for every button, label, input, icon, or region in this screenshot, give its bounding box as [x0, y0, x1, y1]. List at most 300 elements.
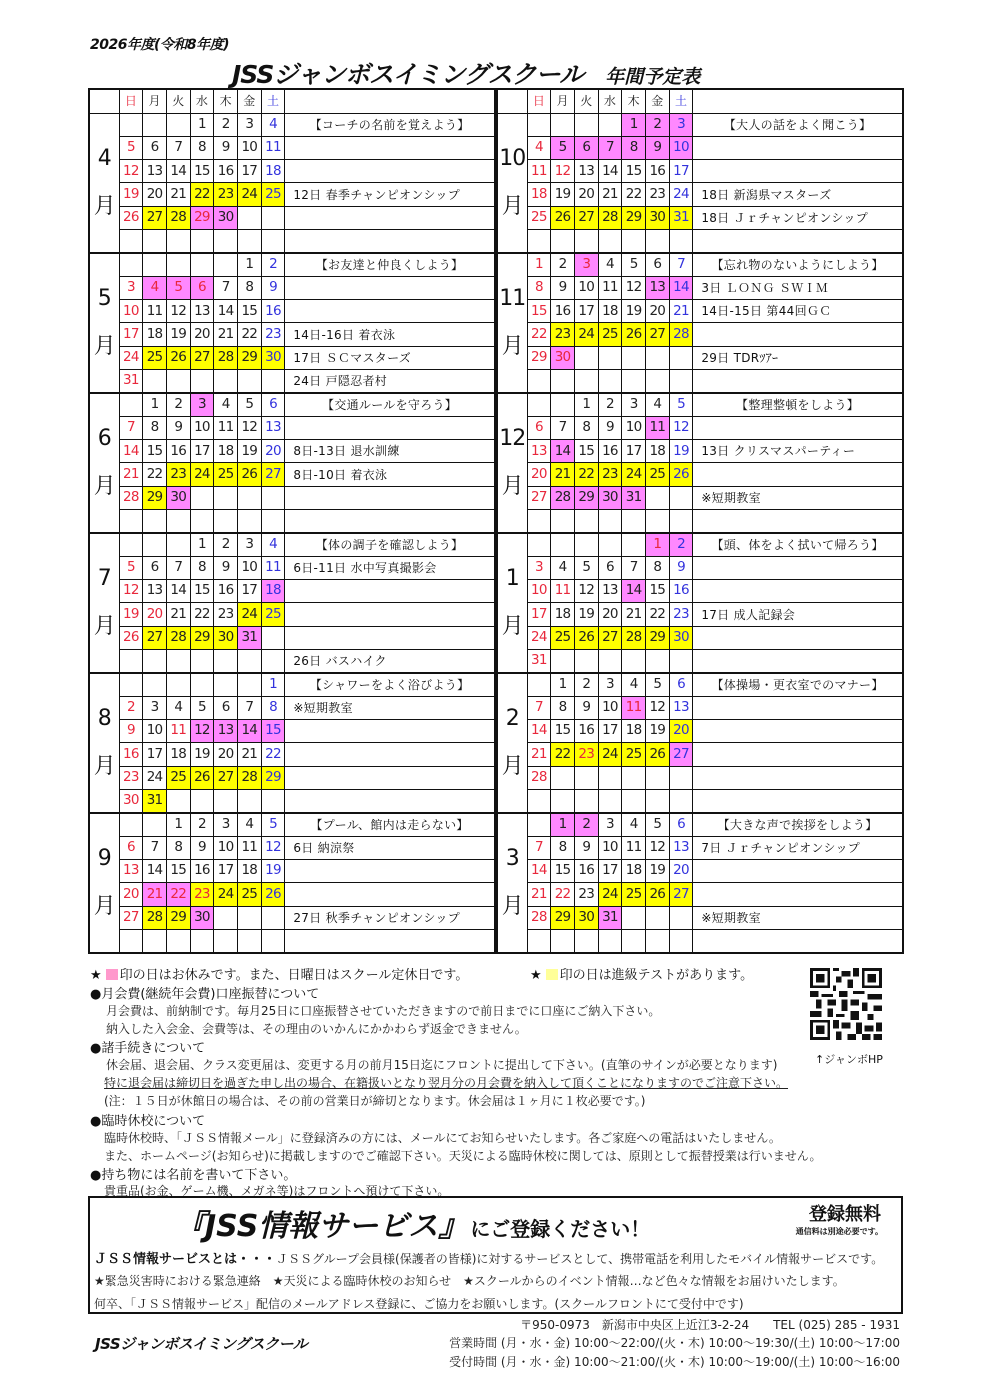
day-cell	[261, 486, 285, 509]
week-row	[497, 533, 903, 556]
event-text	[285, 136, 495, 159]
day-cell: 28	[622, 626, 646, 649]
day-cell: 12	[622, 276, 646, 299]
day-cell: 24	[669, 183, 693, 206]
week-row	[89, 929, 495, 952]
events-header	[693, 89, 903, 113]
day-cell	[669, 230, 693, 253]
event-text	[285, 510, 495, 533]
day-cell	[119, 533, 143, 556]
day-cell: 2	[166, 393, 190, 416]
week-row	[497, 183, 903, 206]
day-cell	[527, 370, 551, 393]
week-row	[89, 370, 495, 393]
week-row	[497, 556, 903, 579]
event-text	[693, 463, 903, 486]
week-row	[497, 743, 903, 766]
day-cell: 2	[214, 113, 238, 136]
day-cell	[190, 486, 214, 509]
day-cell	[645, 486, 669, 509]
day-cell	[645, 790, 669, 813]
event-text	[285, 486, 495, 509]
day-cell: 15	[551, 720, 575, 743]
month-label: 9 月	[89, 813, 119, 953]
day-cell: 25	[598, 323, 622, 346]
week-row	[497, 790, 903, 813]
day-cell	[598, 533, 622, 556]
day-cell: 6	[645, 253, 669, 276]
event-text	[693, 766, 903, 789]
day-cell	[598, 346, 622, 369]
day-cell: 17	[119, 323, 143, 346]
day-cell: 23	[669, 603, 693, 626]
day-cell: 19	[645, 860, 669, 883]
monthly-theme: 【大きな声で挨拶をしよう】	[693, 813, 903, 836]
day-cell: 21	[669, 300, 693, 323]
day-cell: 12	[190, 720, 214, 743]
day-cell: 9	[261, 276, 285, 299]
event-text	[285, 860, 495, 883]
event-text	[693, 696, 903, 719]
day-cell	[527, 533, 551, 556]
event-text	[285, 743, 495, 766]
weekday-header: 日	[527, 89, 551, 113]
month-label: 2 月	[497, 673, 527, 813]
day-cell: 9	[645, 136, 669, 159]
day-cell	[214, 790, 238, 813]
day-cell: 14	[622, 580, 646, 603]
day-cell: 30	[551, 346, 575, 369]
day-cell: 21	[527, 883, 551, 906]
day-cell: 18	[527, 183, 551, 206]
event-text: 24日 戸隠忍者村	[285, 370, 495, 393]
day-cell: 1	[237, 253, 261, 276]
day-cell: 30	[669, 626, 693, 649]
day-cell: 1	[143, 393, 167, 416]
week-row	[497, 486, 903, 509]
day-cell	[622, 650, 646, 673]
day-cell: 23	[214, 603, 238, 626]
day-cell: 16	[214, 160, 238, 183]
day-cell: 15	[551, 860, 575, 883]
day-cell: 21	[237, 743, 261, 766]
day-cell: 25	[261, 603, 285, 626]
day-cell	[119, 510, 143, 533]
day-cell: 10	[527, 580, 551, 603]
day-cell: 14	[237, 720, 261, 743]
week-row	[497, 206, 903, 229]
day-cell: 30	[645, 206, 669, 229]
monthly-theme: 【大人の話をよく聞こう】	[693, 113, 903, 136]
day-cell: 15	[261, 720, 285, 743]
day-cell: 2	[261, 253, 285, 276]
day-cell	[143, 253, 167, 276]
week-row	[89, 486, 495, 509]
day-cell	[214, 230, 238, 253]
day-cell: 13	[143, 580, 167, 603]
day-cell: 10	[119, 300, 143, 323]
day-cell: 5	[622, 253, 646, 276]
day-cell: 14	[527, 720, 551, 743]
day-cell: 30	[190, 906, 214, 929]
day-cell: 6	[143, 556, 167, 579]
day-cell: 27	[645, 323, 669, 346]
day-cell: 4	[598, 253, 622, 276]
qr-code-icon[interactable]	[810, 968, 882, 1040]
calendar-oct-mar	[496, 88, 904, 954]
day-cell: 14	[119, 440, 143, 463]
day-cell: 17	[143, 743, 167, 766]
day-cell: 10	[237, 556, 261, 579]
day-cell: 13	[190, 300, 214, 323]
day-cell	[598, 510, 622, 533]
day-cell: 25	[645, 463, 669, 486]
procedure-text-1: 休会届、退会届、クラス変更届は、変更する月の前月15日迄にフロントに提出して下さい。(直筆のサインが必要となります)	[106, 1058, 778, 1072]
month-label: 11 月	[497, 253, 527, 393]
day-cell: 11	[261, 556, 285, 579]
day-cell	[237, 673, 261, 696]
day-cell	[598, 370, 622, 393]
week-row	[89, 510, 495, 533]
day-cell: 2	[574, 673, 598, 696]
day-cell: 19	[119, 603, 143, 626]
free-registration-label: 登録無料	[809, 1204, 881, 1225]
day-cell: 7	[551, 416, 575, 439]
closure-heading: ●臨時休校について	[90, 1114, 206, 1129]
day-cell: 14	[669, 276, 693, 299]
day-cell: 8	[574, 416, 598, 439]
event-text: 14日-15日 第44回ＧＣ	[693, 300, 903, 323]
day-cell: 10	[574, 276, 598, 299]
legend-test: ★ 印の日は進級テストがあります。	[530, 968, 754, 983]
day-cell	[214, 929, 238, 952]
day-cell: 23	[166, 463, 190, 486]
week-row	[89, 276, 495, 299]
doc-title: 年間予定表	[605, 66, 701, 88]
day-cell	[143, 370, 167, 393]
belongings-heading: ●持ち物には名前を書いて下さい。	[90, 1168, 297, 1183]
day-cell: 2	[574, 813, 598, 836]
day-cell: 24	[237, 183, 261, 206]
day-cell: 6	[598, 556, 622, 579]
event-text: 27日 秋季チャンピオンシップ	[285, 906, 495, 929]
day-cell: 4	[261, 113, 285, 136]
day-cell: 1	[190, 533, 214, 556]
day-cell: 10	[237, 136, 261, 159]
day-cell: 9	[551, 276, 575, 299]
day-cell: 13	[645, 276, 669, 299]
day-cell	[551, 929, 575, 952]
day-cell	[143, 510, 167, 533]
day-cell: 12	[119, 580, 143, 603]
day-cell	[622, 346, 646, 369]
event-text	[693, 883, 903, 906]
day-cell: 27	[598, 626, 622, 649]
day-cell	[237, 486, 261, 509]
day-cell	[598, 650, 622, 673]
day-cell	[261, 510, 285, 533]
week-row	[89, 626, 495, 649]
day-cell: 18	[237, 860, 261, 883]
header-corner	[497, 89, 527, 113]
day-cell: 26	[645, 743, 669, 766]
day-cell	[598, 766, 622, 789]
day-cell	[669, 929, 693, 952]
day-cell	[190, 253, 214, 276]
monthly-theme: 【整理整頓をしよう】	[693, 393, 903, 416]
day-cell: 18	[143, 323, 167, 346]
day-cell: 4	[622, 813, 646, 836]
day-cell: 22	[622, 183, 646, 206]
day-cell	[119, 813, 143, 836]
day-cell: 12	[166, 300, 190, 323]
day-cell: 14	[598, 160, 622, 183]
day-cell: 8	[622, 136, 646, 159]
event-text	[693, 929, 903, 952]
day-cell: 28	[527, 906, 551, 929]
day-cell	[166, 673, 190, 696]
week-row	[89, 393, 495, 416]
day-cell: 14	[527, 860, 551, 883]
day-cell	[622, 533, 646, 556]
day-cell: 29	[190, 626, 214, 649]
day-cell: 23	[119, 766, 143, 789]
day-cell: 8	[190, 556, 214, 579]
day-cell: 7	[237, 696, 261, 719]
day-cell: 21	[527, 743, 551, 766]
day-cell: 26	[551, 206, 575, 229]
day-cell	[237, 906, 261, 929]
day-cell: 20	[143, 183, 167, 206]
week-row	[497, 346, 903, 369]
day-cell: 20	[261, 440, 285, 463]
day-cell: 17	[237, 580, 261, 603]
day-cell: 5	[551, 136, 575, 159]
week-row	[89, 883, 495, 906]
day-cell: 21	[598, 183, 622, 206]
day-cell: 17	[669, 160, 693, 183]
day-cell	[166, 253, 190, 276]
week-row	[89, 136, 495, 159]
week-row	[89, 230, 495, 253]
day-cell: 28	[166, 626, 190, 649]
day-cell: 29	[574, 486, 598, 509]
service-features: ★緊急災害時における緊急連絡 ★天災による臨時休校のお知らせ ★スクールからのイベント情報…など色々な情報をお届けいたします。	[94, 1274, 845, 1288]
day-cell: 31	[622, 486, 646, 509]
day-cell	[214, 253, 238, 276]
day-cell: 25	[551, 626, 575, 649]
day-cell: 20	[598, 603, 622, 626]
day-cell: 8	[645, 556, 669, 579]
month-label: 1 月	[497, 533, 527, 673]
week-row	[89, 673, 495, 696]
header-corner	[89, 89, 119, 113]
day-cell: 11	[237, 836, 261, 859]
day-cell	[527, 673, 551, 696]
week-row	[497, 370, 903, 393]
day-cell	[622, 929, 646, 952]
procedure-heading: ●諸手続きについて	[90, 1041, 206, 1056]
day-cell: 22	[143, 463, 167, 486]
day-cell	[190, 673, 214, 696]
day-cell	[166, 650, 190, 673]
day-cell: 17	[527, 603, 551, 626]
weekday-header: 木	[622, 89, 646, 113]
service-title: 『JSS情報サービス』 にご登録ください！	[175, 1209, 651, 1244]
day-cell	[166, 230, 190, 253]
day-cell	[551, 533, 575, 556]
event-text	[693, 510, 903, 533]
day-cell: 27	[669, 883, 693, 906]
day-cell: 15	[143, 440, 167, 463]
day-cell: 1	[166, 813, 190, 836]
day-cell	[622, 230, 646, 253]
day-cell: 26	[669, 463, 693, 486]
day-cell: 11	[598, 276, 622, 299]
day-cell: 29	[261, 766, 285, 789]
fee-text-1: 月会費は、前納制です。毎月25日に口座振替させていただきますので前日までに口座にご納入下さい。	[106, 1004, 661, 1018]
day-cell	[190, 230, 214, 253]
day-cell	[143, 650, 167, 673]
day-cell	[261, 929, 285, 952]
day-cell: 22	[645, 603, 669, 626]
day-cell: 30	[214, 626, 238, 649]
page-title	[232, 55, 700, 91]
day-cell: 29	[237, 346, 261, 369]
day-cell: 27	[143, 626, 167, 649]
reception-hours: 受付時間 (月・水・金) 10:00～21:00/(火・木) 10:00～19:00/(土) 10:00～16:00	[449, 1355, 900, 1369]
day-cell	[143, 929, 167, 952]
day-cell: 19	[574, 603, 598, 626]
event-text	[285, 300, 495, 323]
event-text	[285, 626, 495, 649]
day-cell: 19	[261, 860, 285, 883]
weekday-header: 火	[166, 89, 190, 113]
week-row	[89, 183, 495, 206]
day-cell: 30	[166, 486, 190, 509]
week-row	[89, 323, 495, 346]
event-text: 6日-11日 水中写真撮影会	[285, 556, 495, 579]
day-cell	[166, 533, 190, 556]
day-cell	[119, 230, 143, 253]
day-cell	[669, 346, 693, 369]
event-text: 14日-16日 着衣泳	[285, 323, 495, 346]
day-cell	[551, 230, 575, 253]
day-cell: 25	[237, 883, 261, 906]
weekday-header: 月	[551, 89, 575, 113]
day-cell: 5	[119, 136, 143, 159]
day-cell: 31	[143, 790, 167, 813]
day-cell: 4	[645, 393, 669, 416]
day-cell	[190, 929, 214, 952]
day-cell: 15	[166, 860, 190, 883]
day-cell: 22	[551, 883, 575, 906]
day-cell	[551, 113, 575, 136]
event-text: 8日-13日 退水訓練	[285, 440, 495, 463]
day-cell: 12	[574, 580, 598, 603]
day-cell: 7	[143, 836, 167, 859]
week-row	[497, 720, 903, 743]
day-cell: 21	[166, 183, 190, 206]
day-cell: 29	[143, 486, 167, 509]
day-cell	[645, 929, 669, 952]
event-text	[285, 580, 495, 603]
day-cell	[574, 113, 598, 136]
week-row	[89, 346, 495, 369]
event-text	[693, 416, 903, 439]
month-label: 3 月	[497, 813, 527, 953]
week-row	[89, 416, 495, 439]
day-cell: 7	[527, 696, 551, 719]
day-cell: 29	[527, 346, 551, 369]
event-text: 7日 Ｊｒチャンピオンシップ	[693, 836, 903, 859]
day-cell: 2	[645, 113, 669, 136]
day-cell: 15	[190, 160, 214, 183]
week-row	[497, 906, 903, 929]
day-cell: 23	[598, 463, 622, 486]
event-text: ※短期教室	[693, 486, 903, 509]
month-label: 8 月	[89, 673, 119, 813]
day-cell: 19	[645, 720, 669, 743]
day-cell: 11	[527, 160, 551, 183]
week-row	[89, 300, 495, 323]
day-cell: 9	[574, 836, 598, 859]
day-cell: 12	[645, 696, 669, 719]
day-cell: 28	[119, 486, 143, 509]
day-cell: 4	[622, 673, 646, 696]
day-cell	[669, 370, 693, 393]
day-cell: 6	[143, 136, 167, 159]
day-cell: 24	[237, 603, 261, 626]
month-label: 5 月	[89, 253, 119, 393]
business-hours: 営業時間 (月・水・金) 10:00～22:00/(火・木) 10:00～19:30/(土) 10:00～17:00	[449, 1336, 900, 1350]
day-cell: 7	[669, 253, 693, 276]
day-cell: 29	[645, 626, 669, 649]
week-row	[89, 533, 495, 556]
day-cell	[551, 790, 575, 813]
procedure-text-2: 特に退会届は締切日を過ぎた申し出の場合、在籍扱いとなり翌月分の月会費を納入して頂くことになりますのでご注意下さい。	[104, 1076, 789, 1090]
day-cell: 9	[574, 696, 598, 719]
day-cell: 8	[261, 696, 285, 719]
day-cell	[237, 929, 261, 952]
day-cell: 5	[119, 556, 143, 579]
day-cell: 31	[237, 626, 261, 649]
day-cell: 8	[551, 696, 575, 719]
day-cell: 3	[237, 533, 261, 556]
day-cell: 11	[622, 836, 646, 859]
week-row	[497, 673, 903, 696]
day-cell	[551, 650, 575, 673]
day-cell: 10	[214, 836, 238, 859]
day-cell	[214, 673, 238, 696]
event-text: 26日 バスハイク	[285, 650, 495, 673]
event-text: 18日 Ｊｒチャンピオンシップ	[693, 206, 903, 229]
day-cell	[669, 906, 693, 929]
event-text: 29日 TDRﾂｱｰ	[693, 346, 903, 369]
day-cell: 2	[551, 253, 575, 276]
day-cell: 31	[527, 650, 551, 673]
event-text	[693, 323, 903, 346]
day-cell: 4	[166, 696, 190, 719]
week-row	[497, 696, 903, 719]
week-row	[89, 113, 495, 136]
day-cell: 3	[190, 393, 214, 416]
day-cell: 22	[237, 323, 261, 346]
events-header	[285, 89, 495, 113]
day-cell: 16	[574, 860, 598, 883]
day-cell	[261, 626, 285, 649]
day-cell: 15	[527, 300, 551, 323]
